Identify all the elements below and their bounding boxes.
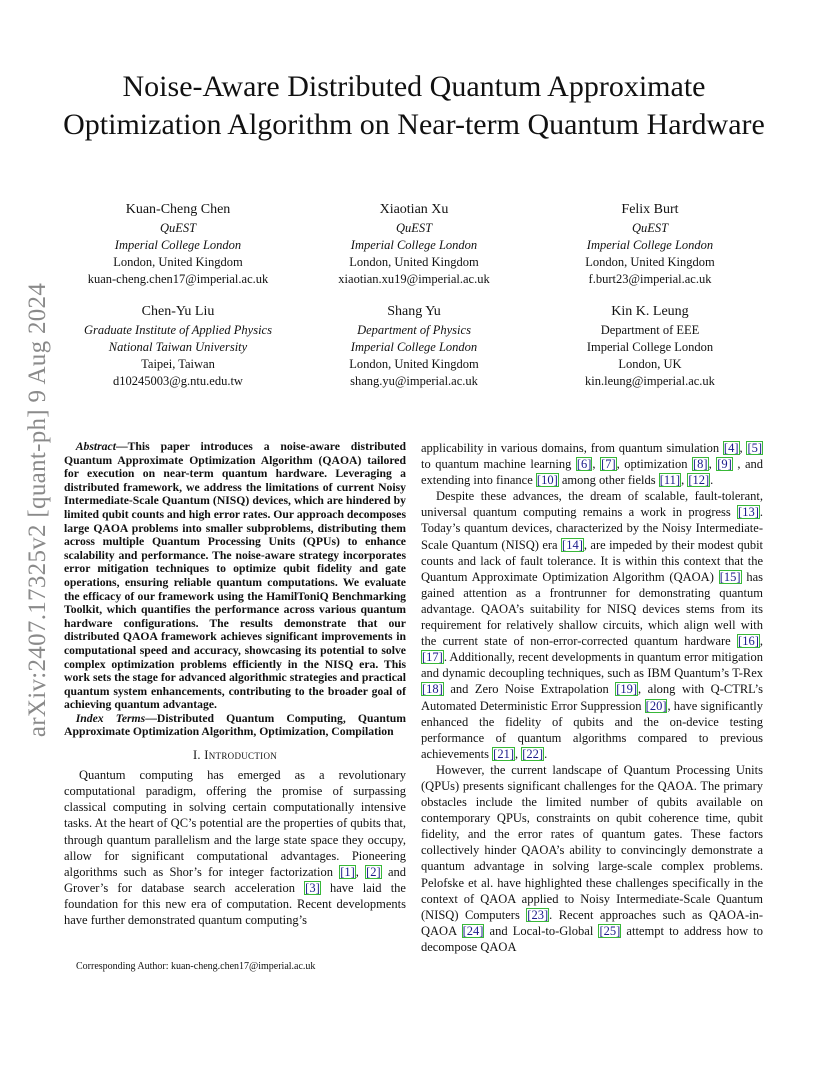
body-text: applicability in various domains, from quantum simulation	[421, 441, 723, 455]
body-text: . Additionally, recent developments in quantum error mitigation and dynamic decoupling techniques, such as IBM Quantum’s T-Rex	[421, 650, 763, 681]
right-body	[421, 440, 763, 955]
body-text: ,	[759, 634, 763, 649]
author-affiliation-line: London, UK	[618, 357, 682, 371]
author-name: Chen-Yu Liu	[141, 304, 215, 319]
citation-link[interactable]: [6]	[576, 457, 592, 472]
index-terms	[64, 712, 406, 739]
abstract	[64, 440, 406, 712]
right-column	[421, 440, 763, 955]
abstract-label: Abstract	[75, 440, 116, 453]
body-text: and Zero Noise Extrapolation	[443, 682, 616, 697]
body-text: . Recent approaches such as QAOA-in-QAOA	[421, 907, 763, 938]
citation-link[interactable]: [4]	[723, 441, 739, 455]
body-text: , are impeded by their modest qubit counts and lack of fault tolerance. It is within this context that the Quantum Approximate Optimization Algorithm (QAOA)	[421, 537, 764, 584]
body-text: ,	[355, 864, 366, 879]
body-text: . Today’s quantum devices, characterized by the Noisy Intermediate-Scale Quantum (NISQ) era	[421, 505, 763, 552]
author-affiliation-line: London, United Kingdom	[349, 255, 479, 269]
body-text: and Grover’s for database search acceleration	[64, 864, 406, 895]
author-affiliation-line: Imperial College London	[586, 340, 714, 354]
left-body	[64, 767, 406, 928]
body-text: .	[710, 473, 714, 488]
citation-link[interactable]: [19]	[616, 682, 638, 697]
author-name: Kin K. Leung	[611, 304, 689, 319]
section-title: Introduction	[204, 748, 278, 763]
body-text: ,	[708, 457, 717, 472]
citation-link[interactable]: [17]	[422, 650, 443, 665]
author-affiliation-line: London, United Kingdom	[349, 357, 479, 371]
body-text: However, the current landscape of Quantum Processing Units (QPUs) presents significant challenges for the QAOA. The primary obstacles include the limited number of qubits available on contemporary QPUs, constraints on qubit coherence time, qubit fidelity, and the error rates of quantum gates. These factors collectively hinder QAOA’s ability to convincingly demonstrate a quantum advantage in solving large-scale complex problems. Pelofske et al. have highlighted these challenges specifically in the context of QAOA applied to Noisy Intermediate-Scale Quantum (NISQ) Computers	[421, 762, 763, 922]
author	[296, 302, 532, 390]
author-affiliation-line: QuEST	[631, 221, 669, 235]
citation-link[interactable]: [20]	[645, 698, 667, 713]
author-affiliation-line: QuEST	[159, 221, 197, 235]
body-text: ,	[592, 457, 601, 472]
body-text: ,	[739, 441, 747, 455]
author-affiliation-line: shang.yu@imperial.ac.uk	[350, 374, 478, 388]
author	[532, 302, 768, 390]
author-affiliation-line: f.burt23@imperial.ac.uk	[588, 272, 712, 286]
body-text: , have significantly enhanced the fidelity of qubits and the on-device testing performance of quantum algorithms compared to previous achievements	[421, 698, 763, 761]
author-affiliation-line: kin.leung@imperial.ac.uk	[585, 374, 715, 388]
body-text: attempt to address how to decompose QAOA	[421, 923, 764, 954]
author-affiliation-line: d10245003@g.ntu.edu.tw	[113, 374, 243, 388]
author-affiliation-line: Department of EEE	[600, 323, 700, 337]
author-name: Xiaotian Xu	[379, 202, 449, 217]
body-text: , optimization	[616, 457, 692, 472]
citation-link[interactable]: [14]	[562, 537, 583, 552]
abstract-text: —This paper introduces a noise-aware distributed Quantum Approximate Optimization Algorithm (QAOA) tailored for execution on near-term quantum hardware. Leveraging a distributed framework, we address the limitations of current Noisy Intermediate-Scale Quantum (NISQ) devices, which are hindered by limited qubit counts and high error rates. Our approach decomposes large QAOA problems into smaller subproblems, distributing them across multiple Quantum Processing Units (QPUs) to enhance scalability and performance. The noise-aware strategy incorporates error mitigation techniques to optimize qubit fidelity and gate operations, ensuring reliable quantum computations. We evaluate the efficacy of our framework using the HamilToniQ Benchmarking Toolkit, which quantifies the performance across various quantum hardware configurations. The results demonstrate that our distributed QAOA framework achieves significant improvements in computational speed and accuracy, showcasing its potential to solve complex optimization problems efficiently in the NISQ era. This work sets the stage for advanced algorithmic strategies and practical quantum system enhancements, contributing to the broader goal of achieving quantum advantage.	[64, 440, 406, 712]
author-row	[60, 200, 768, 288]
author-row	[60, 302, 768, 390]
author-name: Felix Burt	[621, 202, 679, 217]
author-block	[60, 200, 768, 404]
index-terms-text: —Distributed Quantum Computing, Quantum Approximate Optimization Algorithm, Optimization, Compilation	[64, 711, 406, 739]
citation-link[interactable]: [25]	[599, 923, 621, 938]
arxiv-id: arXiv:2407.17325v2 [quant-ph] 9 Aug 2024	[24, 282, 51, 738]
body-text: Despite these advances, the dream of scalable, fault-tolerant, universal quantum computing remains a work in progress	[421, 489, 763, 520]
body-paragraph	[421, 440, 763, 488]
body-text: , and extending into finance	[421, 457, 764, 488]
author-affiliation-line: Imperial College London	[114, 238, 242, 252]
author-affiliation-line: QuEST	[395, 221, 433, 235]
citation-link[interactable]: [13]	[738, 505, 759, 520]
author	[60, 302, 296, 390]
author-name: Shang Yu	[387, 304, 441, 319]
citation-link[interactable]: [16]	[738, 634, 759, 649]
left-column	[64, 440, 406, 928]
body-paragraph	[64, 767, 406, 928]
citation-link[interactable]: [12]	[688, 473, 710, 488]
body-text: , along with Q-CTRL’s Automated Deterministic Error Suppression	[421, 682, 763, 713]
author-name: Kuan-Cheng Chen	[125, 202, 231, 217]
author-affiliation-line: London, United Kingdom	[585, 255, 715, 269]
arxiv-watermark	[18, 270, 58, 750]
citation-link[interactable]: [23]	[527, 907, 549, 922]
section-heading	[64, 747, 406, 763]
author-affiliation-line: Imperial College London	[586, 238, 714, 252]
author-affiliation-line: Department of Physics	[357, 323, 471, 337]
body-text: .	[544, 746, 548, 761]
citation-link[interactable]: [11]	[659, 473, 681, 488]
body-text: among other fields	[558, 473, 659, 488]
citation-link[interactable]: [7]	[601, 457, 616, 472]
paper-title: Noise-Aware Distributed Quantum Approximate Optimization Algorithm on Near-term Quantum Hardware	[63, 70, 765, 141]
body-text: ,	[514, 746, 522, 761]
author-affiliation-line: Graduate Institute of Applied Physics	[84, 323, 272, 337]
citation-link[interactable]: [18]	[422, 682, 443, 697]
citation-link[interactable]: [22]	[522, 746, 544, 761]
author-affiliation-line: Imperial College London	[350, 238, 478, 252]
citation-link[interactable]: [5]	[747, 441, 763, 455]
footnote-text: Corresponding Author: kuan-cheng.chen17@imperial.ac.uk	[76, 961, 316, 972]
author-affiliation-line: Taipei, Taiwan	[141, 357, 215, 371]
index-terms-label: Index Terms	[75, 711, 146, 725]
citation-link[interactable]: [2]	[366, 864, 381, 879]
citation-link[interactable]: [3]	[305, 880, 320, 895]
body-text: has gained attention as a frontrunner for demonstrating quantum advantage. QAOA’s suitability for NISQ devices stems from its requirement for relatively shallow circuits, which align well with the current state of non-error-corrected quantum hardware	[421, 569, 763, 649]
body-paragraph	[421, 762, 763, 955]
citation-link[interactable]: [10]	[536, 473, 558, 488]
citation-link[interactable]: [9]	[717, 457, 732, 472]
author	[532, 200, 768, 288]
body-text: ,	[681, 473, 688, 488]
citation-link[interactable]: [21]	[493, 746, 514, 761]
footnote	[64, 960, 315, 973]
author-affiliation-line: kuan-cheng.chen17@imperial.ac.uk	[87, 272, 269, 286]
citation-link[interactable]: [24]	[462, 923, 484, 938]
citation-link[interactable]: [15]	[719, 569, 741, 584]
author-affiliation-line: xiaotian.xu19@imperial.ac.uk	[338, 272, 490, 286]
body-text: to quantum machine learning	[421, 457, 576, 472]
author-affiliation-line: National Taiwan University	[108, 340, 248, 354]
author	[60, 200, 296, 288]
body-text: have laid the foundation for this new era of computation. Recent developments have further demonstrated quantum computing’s	[64, 880, 406, 927]
body-text: Quantum computing has emerged as a revolutionary computational paradigm, offering the promise of surpassing classical computing in solving certain computationally intensive tasks. At the heart of QC’s potential are the properties of qubits that, through quantum parallelism and the large state space they occupy, allow for significant computational advantages. Pioneering algorithms such as Shor’s for integer factorization	[64, 768, 406, 879]
body-paragraph	[421, 488, 763, 762]
author-affiliation-line: Imperial College London	[350, 340, 478, 354]
citation-link[interactable]: [8]	[693, 457, 708, 472]
author	[296, 200, 532, 288]
citation-link[interactable]: [1]	[340, 864, 355, 879]
author-affiliation-line: London, United Kingdom	[113, 255, 243, 269]
body-text: and Local-to-Global	[484, 923, 599, 938]
section-number: I.	[192, 748, 205, 763]
